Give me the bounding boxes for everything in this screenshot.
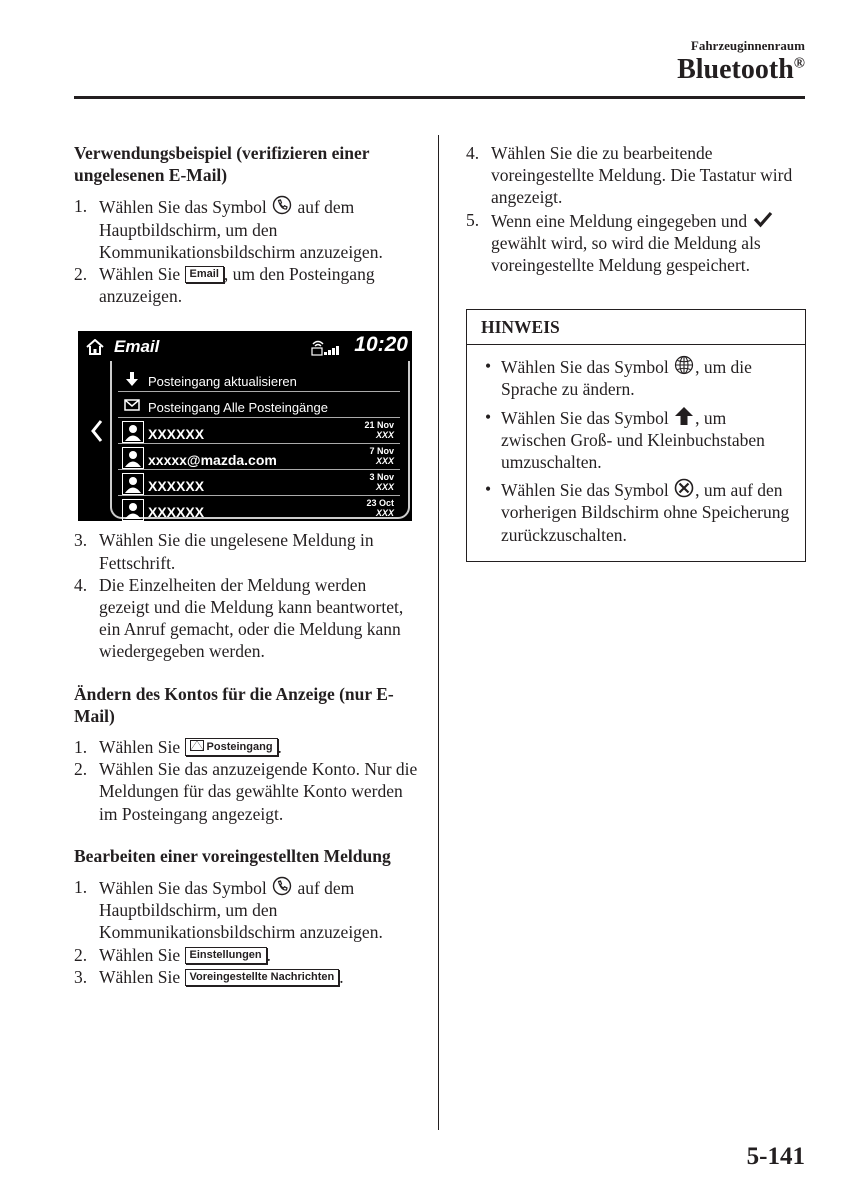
settings-button: Einstellungen: [185, 947, 267, 964]
steps-account: [74, 736, 419, 825]
envelope-icon: [124, 397, 140, 413]
right-column: [466, 142, 811, 562]
download-arrow-icon: [124, 371, 140, 387]
step-text: Wählen Sie das Symbol: [99, 197, 267, 218]
steps-edit-cont: [466, 142, 811, 276]
message-sub: XXX: [375, 482, 394, 493]
message-date: 21 Nov: [364, 420, 394, 431]
note-title: HINWEIS: [467, 310, 805, 345]
preset-messages-button: Voreingestellte Nachrichten: [185, 969, 340, 986]
step-text: Wählen Sie das anzuzeigende Konto. Nur die Meldungen für das gewählte Konto werden im Posteingang angezeigt.: [99, 759, 418, 824]
globe-icon: [674, 355, 694, 375]
step-text: Wählen Sie: [99, 966, 181, 987]
note-text: , um auf den vorherigen Bildschirm ohne Speicherung zurückzuschalten.: [501, 480, 790, 545]
message-sender: xxxxx@mazda.com: [148, 452, 277, 469]
note-item: [481, 406, 791, 474]
person-icon: [122, 473, 144, 495]
step-item: [74, 736, 419, 758]
step-text: gewählt wird, so wird die Meldung als voreingestellte Meldung gespeichert.: [491, 232, 761, 276]
message-date: 23 Oct: [366, 498, 394, 509]
screen-clock: 10:20: [354, 333, 408, 357]
email-button: Email: [185, 266, 224, 283]
page-number: 5-141: [746, 1143, 805, 1170]
inbox-all-row[interactable]: [118, 393, 400, 418]
step-item: [74, 966, 419, 988]
message-row[interactable]: [118, 419, 400, 444]
step-item: [74, 263, 419, 307]
step-number: 2.: [74, 759, 88, 780]
steps-edit: [74, 876, 419, 988]
step-text: Wählen Sie die ungelesene Meldung in Fettschrift.: [99, 530, 374, 573]
registered-mark: ®: [793, 55, 805, 72]
message-sender: XXXXXX: [148, 478, 205, 495]
step-text: .: [277, 737, 282, 758]
step-number: 2.: [74, 264, 88, 285]
message-sender: XXXXXX: [148, 504, 205, 521]
email-screenshot: [78, 331, 412, 521]
header-rule: [74, 96, 805, 99]
note-text: Wählen Sie das Symbol: [501, 357, 669, 378]
step-text: Die Einzelheiten der Meldung werden gezeigt und die Meldung kann beantwortet, ein Anruf gemacht, oder die Meldung kann wiedergegeben werden.: [99, 574, 404, 662]
step-item: [466, 142, 811, 209]
person-icon: [122, 447, 144, 469]
note-text: , um zwischen Groß- und Kleinbuchstaben umzuschalten.: [501, 407, 765, 473]
message-row[interactable]: [118, 497, 400, 521]
inbox-button: [185, 738, 278, 756]
row-label: Posteingang Alle Posteingänge: [148, 400, 328, 416]
step-number: 3.: [74, 530, 88, 551]
screen-topbar: [78, 331, 412, 361]
header-section: Fahrzeuginnenraum: [690, 38, 805, 53]
note-text: Wählen Sie das Symbol: [501, 480, 669, 501]
bullet: •: [485, 406, 492, 427]
step-text: .: [266, 944, 272, 965]
step-item: [74, 944, 419, 966]
envelope-icon: [190, 740, 204, 751]
phone-icon: [272, 876, 292, 896]
home-icon: [86, 338, 104, 354]
section-heading-edit: Bearbeiten einer voreingestellten Meldung: [74, 845, 391, 866]
note-box: [466, 309, 806, 562]
title-text: Bluetooth: [677, 54, 794, 85]
refresh-inbox-row[interactable]: [118, 367, 400, 392]
message-sub: XXX: [375, 430, 394, 441]
page-title: [677, 54, 805, 86]
step-number: 1.: [74, 196, 88, 217]
step-text: Wählen Sie: [99, 737, 181, 758]
message-row[interactable]: [118, 471, 400, 496]
step-text: auf dem Hauptbildschirm, um den Kommunikationsbildschirm anzuzeigen.: [99, 878, 383, 943]
step-item: [74, 574, 419, 663]
step-number: 4.: [74, 574, 88, 595]
person-icon: [122, 499, 144, 521]
person-icon: [122, 421, 144, 443]
step-text: Wählen Sie die zu bearbeitende voreingestellte Meldung. Die Tastatur wird angezeigt.: [491, 143, 793, 208]
signal-icon: [310, 338, 342, 356]
row-label: Posteingang aktualisieren: [148, 374, 297, 390]
message-sub: XXX: [375, 508, 394, 519]
message-date: 3 Nov: [369, 472, 394, 483]
step-item: [74, 876, 419, 944]
bullet: •: [485, 356, 492, 377]
step-number: 4.: [466, 143, 480, 163]
message-row[interactable]: [118, 445, 400, 470]
note-text: Wählen Sie das Symbol: [501, 407, 669, 428]
phone-icon: [272, 195, 292, 215]
step-number: 1.: [74, 737, 88, 758]
step-text: auf dem Hauptbildschirm, um den Kommunikationsbildschirm anzuzeigen.: [99, 197, 383, 262]
note-text: , um die Sprache zu ändern.: [501, 357, 752, 400]
steps-verify: [74, 195, 419, 307]
step-number: 2.: [74, 944, 88, 965]
message-date: 7 Nov: [369, 446, 394, 457]
note-item: [481, 355, 791, 400]
step-item: [466, 209, 811, 277]
section-heading-verify: Verwendungsbeispiel (verifizieren einer ungelesenen E-Mail): [74, 143, 370, 186]
step-item: [74, 758, 419, 825]
back-arrow-icon[interactable]: [90, 419, 104, 443]
note-body: [467, 345, 805, 561]
note-list: [481, 355, 791, 546]
step-item: [74, 195, 419, 263]
step-number: 5.: [466, 209, 480, 230]
step-text: Wählen Sie: [99, 944, 181, 965]
shift-arrow-icon: [674, 406, 694, 426]
left-column: [74, 142, 419, 988]
message-sender: XXXXXX: [148, 426, 205, 443]
step-number: 1.: [74, 877, 88, 898]
column-divider: [438, 135, 439, 1130]
inbox-button-label: Posteingang: [206, 741, 273, 754]
step-text: .: [339, 966, 344, 987]
cancel-icon: [674, 478, 694, 498]
section-heading-account: Ändern des Kontos für die Anzeige (nur E-Mail): [74, 683, 394, 726]
screen-title: Email: [114, 337, 160, 357]
step-text: Wenn eine Meldung eingegeben und: [491, 210, 748, 231]
step-item: [74, 529, 419, 573]
note-item: [481, 478, 791, 546]
message-sub: XXX: [375, 456, 394, 467]
step-number: 3.: [74, 966, 88, 987]
checkmark-icon: [753, 209, 773, 229]
step-text: Wählen Sie: [99, 264, 181, 285]
step-text: , um den Posteingang anzuzeigen.: [99, 264, 375, 307]
step-text: Wählen Sie das Symbol: [99, 878, 267, 899]
steps-verify-cont: [74, 529, 419, 662]
bullet: •: [485, 479, 492, 500]
